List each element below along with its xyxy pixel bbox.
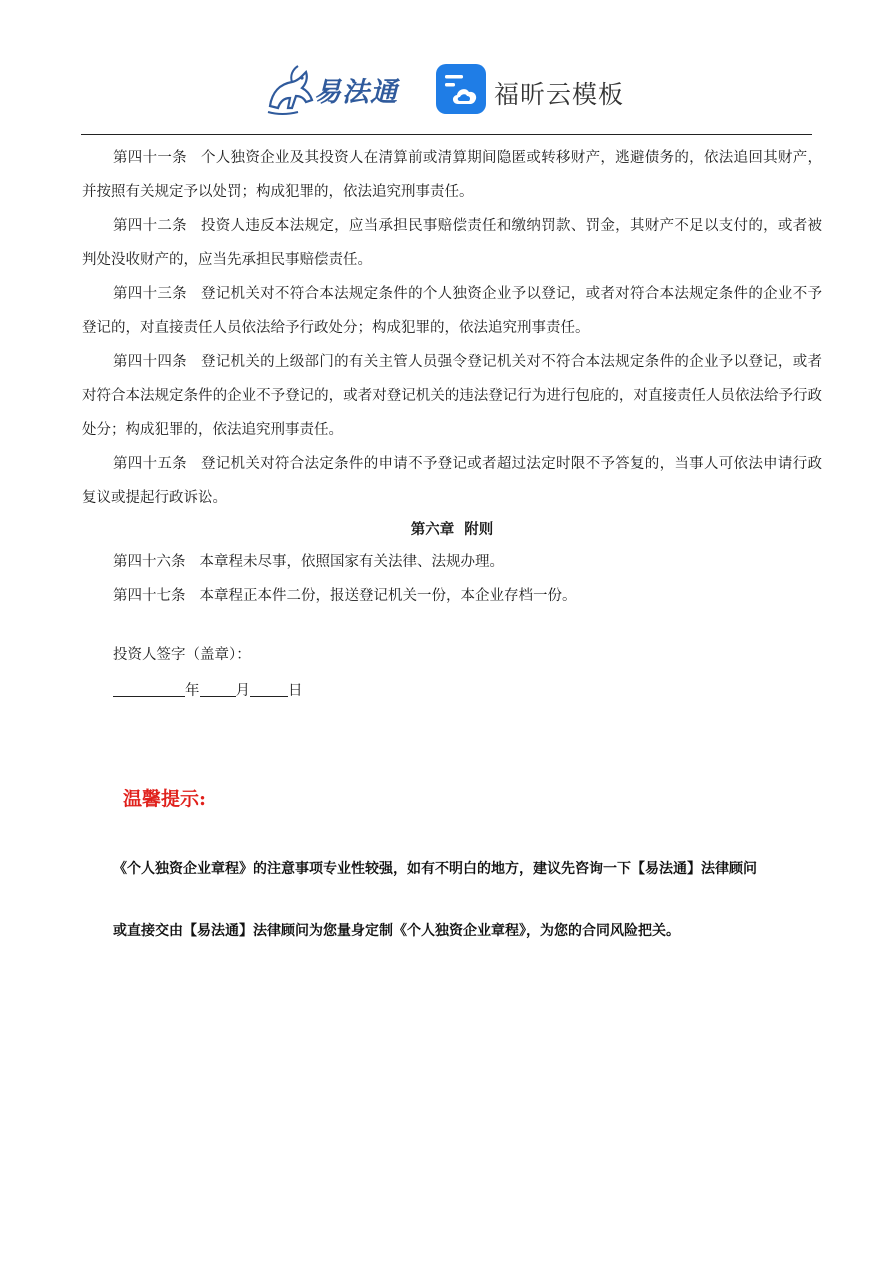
article-41: 第四十一条 个人独资企业及其投资人在清算前或清算期间隐匿或转移财产，逃避债务的，依法追回其财产，并按照有关规定予以处罚；构成犯罪的，依法追究刑事责任。 [82,150,822,200]
tip-title: 温馨提示: [123,788,207,810]
header [0,60,893,122]
logo-right-text: 福昕云模板 [494,80,625,109]
tip-line-1: 《个人独资企业章程》的注意事项专业性较强，如有不明白的地方，建议先咨询一下【易法通】法律顾问 [113,861,757,877]
date-line: 年 月 日 [82,673,822,709]
tip-text [113,838,823,962]
year-blank [113,680,185,697]
article-42: 第四十二条 投资人违反本法规定，应当承担民事赔偿责任和缴纳罚款、罚金，其财产不足以支付的，或者被判处没收财产的，应当先承担民事赔偿责任。 [82,218,822,268]
qilin-logo-icon [262,62,318,118]
document-body [82,141,822,709]
article-44: 第四十四条 登记机关的上级部门的有关主管人员强令登记机关对不符合本法规定条件的企业予以登记，或者对符合本法规定条件的企业不予登记的，或者对登记机关的违法登记行为进行包庇的，对直接责任人员依法给予行政处分；构成犯罪的，依法追究刑事责任。 [82,354,822,438]
chapter-heading: 第六章 附则 [410,521,494,538]
article-47: 第四十七条 本章程正本件二份，报送登记机关一份，本企业存档一份。 [113,588,577,604]
signature-label: 投资人签字（盖章）： [113,647,251,663]
article-43: 第四十三条 登记机关对不符合本法规定条件的个人独资企业予以登记，或者对符合本法规定条件的企业不予登记的，对直接责任人员依法给予行政处分；构成犯罪的，依法追究刑事责任。 [82,286,822,336]
tip-line-2: 或直接交由【易法通】法律顾问为您量身定制《个人独资企业章程》，为您的合同风险把关。 [113,923,680,939]
yifatong-logo [262,60,412,118]
article-46: 第四十六条 本章程未尽事，依照国家有关法律、法规办理。 [113,554,504,570]
day-blank [250,680,288,697]
article-45: 第四十五条 登记机关对符合法定条件的申请不予登记或者超过法定时限不予答复的，当事人可依法申请行政复议或提起行政诉讼。 [82,456,822,506]
header-divider [81,134,812,135]
logo-left-text: 易法通 [314,77,398,108]
cloud-template-icon [436,64,486,114]
month-blank [200,680,236,697]
